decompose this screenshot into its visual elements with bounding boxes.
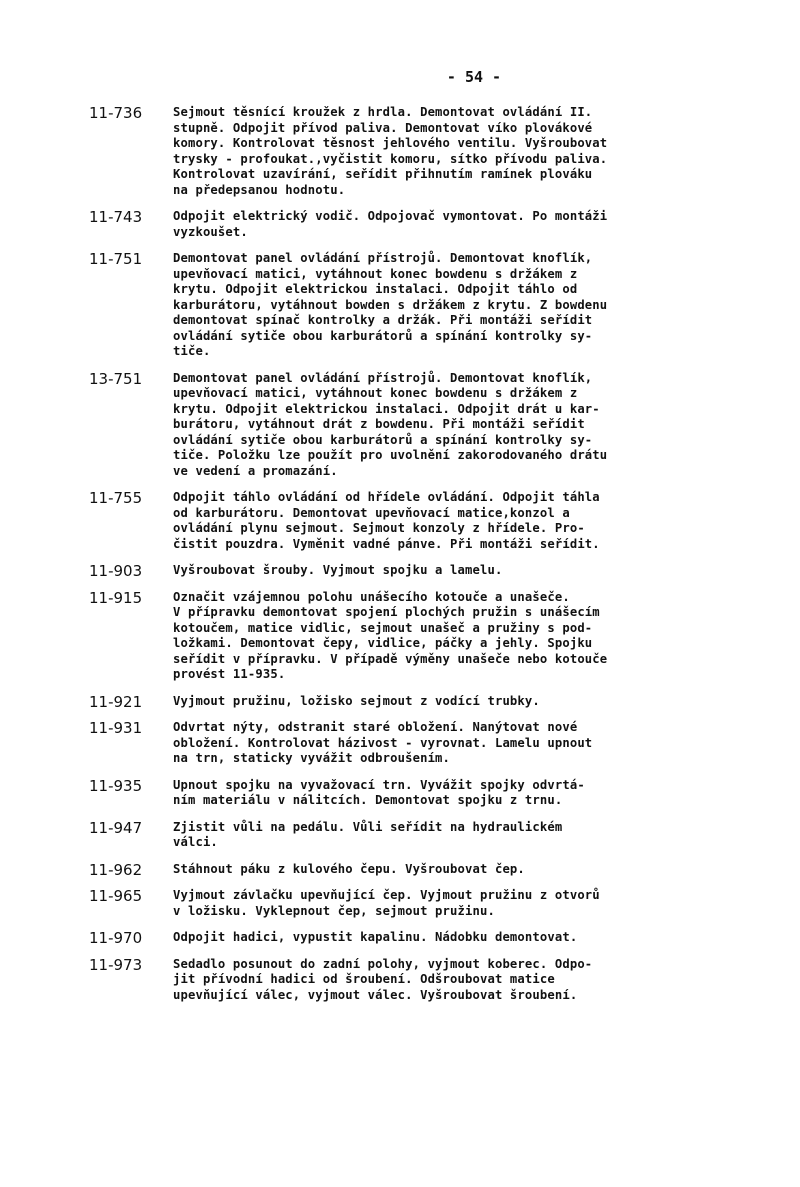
operation-code: 11-935 [89, 776, 143, 795]
list-item [0, 930, 800, 946]
operation-description: Sejmout těsnící kroužek z hrdla. Demontovat ovládání II. stupně. Odpojit přívod paliva. Demontovat víko plovákové komory. Kontrolovat těsnost jehlového ventilu. Vyšroubovat trysky - profoukat.,vyčistit komoru, sítko přívodu paliva. Kontrolovat uzavírání, seřídit přihnutím ramínek plováku na předepsanou hodnotu. [173, 105, 608, 197]
operation-code: 11-931 [89, 719, 143, 737]
list-item [0, 590, 800, 683]
list-item [0, 888, 800, 919]
list-item [0, 490, 800, 552]
operation-description: Vyjmout pružinu, ložisko sejmout z vodící trubky. [173, 693, 540, 708]
list-item [0, 957, 800, 1004]
operation-code: 11-755 [89, 489, 143, 507]
operation-description: Upnout spojku na vyvažovací trn. Vyvážit spojky odvrtá- ním materiálu v nálitcích. Demontovat spojku z trnu. [173, 777, 585, 807]
operation-description: Demontovat panel ovládání přístrojů. Demontovat knoflík, upevňovací matici, vytáhnout konec bowdenu s držákem z krytu. Odpojit elektrickou instalaci. Odpojit táhlo od karburátoru, vytáhnout bowden s držákem z krytu. Z bowdenu demontovat spínač kontrolky a držák. Při montáži seřídit ovládání sytiče obou karburátorů a spínání kontrolky sy- tiče. [173, 251, 608, 358]
page-number: - 54 - [446, 68, 502, 86]
list-item [0, 105, 800, 198]
operation-code: 11-970 [89, 929, 143, 947]
operation-code: 11-736 [89, 104, 143, 122]
operation-code: 11-915 [89, 588, 143, 607]
list-item [0, 209, 800, 240]
list-item [0, 862, 800, 878]
list-item [0, 251, 800, 360]
operation-description: Odvrtat nýty, odstranit staré obložení. Nanýtovat nové obložení. Kontrolovat házivost - vyrovnat. Lamelu upnout na trn, staticky vyvážit odbroušením. [173, 720, 593, 765]
list-item [0, 371, 800, 480]
list-item [0, 820, 800, 851]
operation-description: Vyšroubovat šrouby. Vyjmout spojku a lamelu. [173, 563, 503, 577]
operation-description: Stáhnout páku z kulového čepu. Vyšroubovat čep. [173, 861, 525, 876]
list-item [0, 720, 800, 767]
entry-list [0, 105, 800, 1014]
operation-code: 11-751 [89, 250, 143, 268]
operation-code: 11-921 [89, 692, 143, 711]
operation-code: 11-962 [89, 860, 143, 879]
operation-description: Demontovat panel ovládání přístrojů. Demontovat knoflík, upevňovací matici, vytáhnout konec bowdenu s držákem z krytu. Odpojit elektrickou instalaci. Odpojit drát u kar- burátoru, vytáhnout drát z bowdenu. Při montáži seřídit ovládání sytiče obou karburátorů a spínání kontrolky sy- tiče. Položku lze použít pro uvolnění zakorodovaného drátu ve vedení a promazání. [173, 370, 608, 478]
operation-code: 11-965 [89, 887, 143, 905]
operation-description: Vyjmout závlačku upevňující čep. Vyjmout pružinu z otvorů v ložisku. Vyklepnout čep, sejmout pružinu. [173, 888, 600, 918]
operation-description: Odpojit táhlo ovládání od hřídele ovládání. Odpojit táhla od karburátoru. Demontovat upevňovací matice,konzol a ovládání plynu sejmout. Sejmout konzoly z hřídele. Pro- čistit pouzdra. Vyměnit vadné pánve. Při montáži seřídit. [173, 490, 600, 551]
operation-code: 11-743 [89, 208, 143, 226]
list-item [0, 563, 800, 579]
operation-description: Odpojit hadici, vypustit kapalinu. Nádobku demontovat. [173, 930, 578, 944]
list-item [0, 778, 800, 809]
operation-code: 11-947 [89, 818, 143, 837]
operation-description: Zjistit vůli na pedálu. Vůli seřídit na hydraulickém válci. [173, 819, 563, 849]
operation-code: 11-903 [89, 562, 143, 580]
operation-code: 11-973 [89, 955, 143, 974]
operation-description: Sedadlo posunout do zadní polohy, vyjmout koberec. Odpo- jit přívodní hadici od šroubení. Odšroubovat matice upevňující válec, vyjmout válec. Vyšroubovat šroubení. [173, 956, 593, 1002]
operation-code: 13-751 [89, 369, 143, 388]
operation-description: Odpojit elektrický vodič. Odpojovač vymontovat. Po montáži vyzkoušet. [173, 209, 608, 239]
operation-description: Označit vzájemnou polohu unášecího kotouče a unašeče. V přípravku demontovat spojení plochých pružin s unášecím kotoučem, matice vidlic, sejmout unašeč a pružiny s pod- ložkami. Demontovat čepy, vidlice, páčky a jehly. Spojku seřídit v přípravku. V případě výměny unašeče nebo kotouče provést 11-935. [173, 589, 608, 681]
list-item [0, 694, 800, 710]
